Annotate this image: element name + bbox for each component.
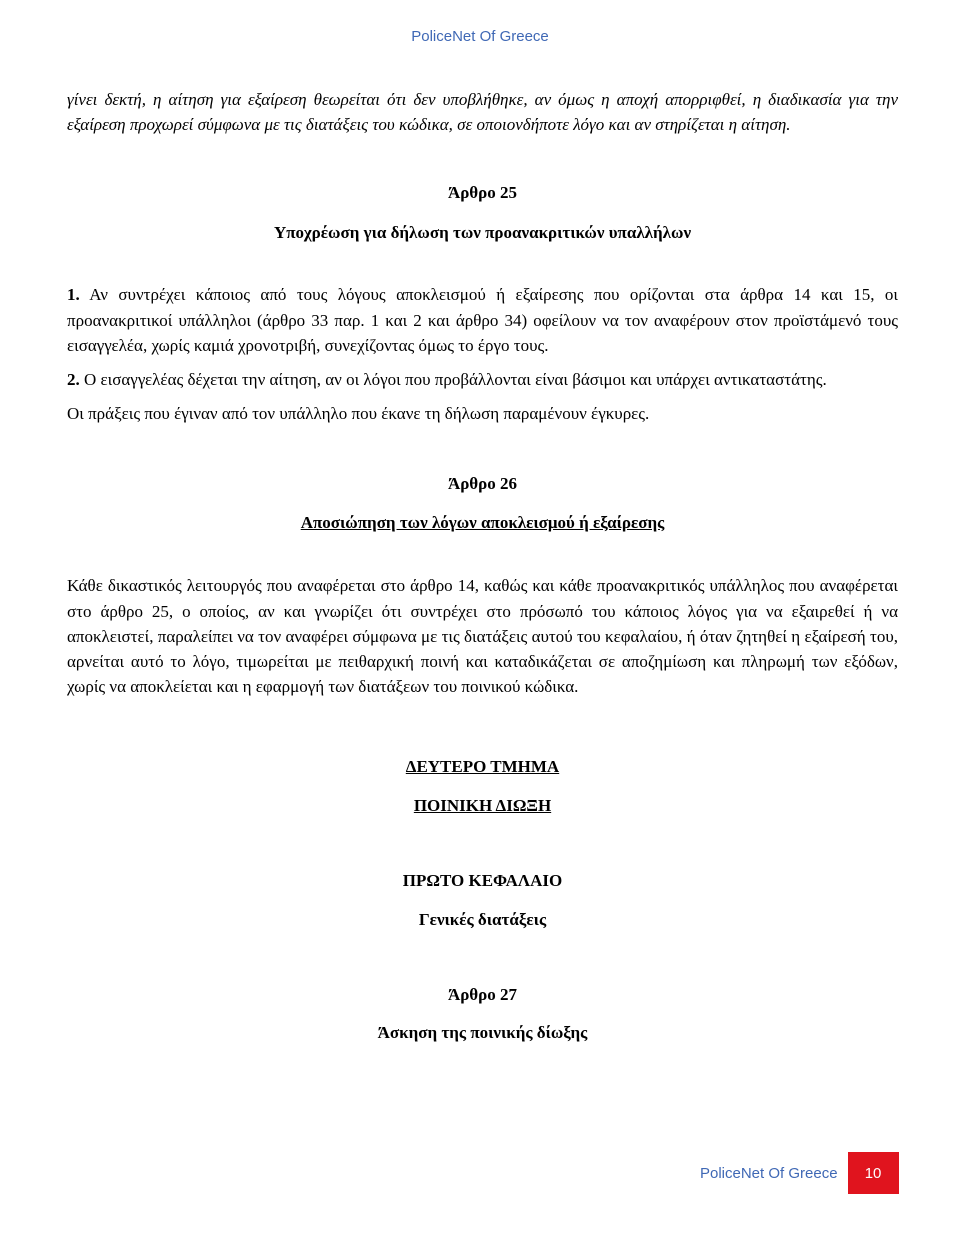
page-footer <box>700 1152 899 1194</box>
article-27-subheading: Άσκηση της ποινικής δίωξης <box>377 1023 588 1043</box>
paragraph-number: 1. <box>67 285 80 305</box>
article-26-paragraph: Κάθε δικαστικός λειτουργός που αναφέρεται στο άρθρο 14, καθώς και κάθε προανακριτικός υπάλληλος που αναφέρεται στο άρθρο 25, ο οποίος, αν και γνωρίζει ότι συντρέχει στο πρόσωπό του κάποιος λόγος για να εξαιρεθεί ή να αποκλειστεί, παραλείπει να τον αναφέρει σύμφωνα με τις διατάξεις αυτού του κεφαλαίου, ή όταν ζητηθεί η εξαίρεσή του, αρνείται αυτό το λόγο, τιμωρείται με πειθαρχική ποινή και καταδικάζεται σε αποζημίωση και πληρωμή των εξόδων, χωρίς να αποκλείεται και η εφαρμογή των διατάξεων του ποινικού κώδικα. <box>67 576 898 697</box>
article-27-heading: Άρθρο 27 <box>447 985 518 1005</box>
intro-paragraph: γίνει δεκτή, η αίτηση για εξαίρεση θεωρείται ότι δεν υποβλήθηκε, αν όμως η αποχή απορριφθεί, η διαδικασία για την εξαίρεση προχωρεί σύμφωνα με τις διατάξεις του κώδικα, σε οποιονδήποτε λόγο και αν στηρίζεται η αίτηση. <box>67 90 898 135</box>
page-number-badge <box>848 1152 899 1194</box>
paragraph-number: 2. <box>67 370 80 390</box>
article-25-paragraph-2 <box>67 367 898 392</box>
chapter-subtitle: Γενικές διατάξεις <box>418 910 547 930</box>
section-title: ΔΕΥΤΕΡΟ ΤΜΗΜΑ <box>405 757 560 777</box>
article-25-heading: Άρθρο 25 <box>447 183 518 203</box>
page-number: 10 <box>864 1164 882 1182</box>
document-body <box>67 87 898 1045</box>
article-25-paragraph-3: Οι πράξεις που έγιναν από τον υπάλληλο που έκανε τη δήλωση παραμένουν έγκυρες. <box>67 404 650 424</box>
article-26-heading: Άρθρο 26 <box>447 474 518 494</box>
chapter-title: ΠΡΩΤΟ ΚΕΦΑΛΑΙΟ <box>402 871 563 891</box>
page-header: PoliceNet Of Greece <box>411 28 549 45</box>
article-25-subheading: Υποχρέωση για δήλωση των προανακριτικών υπαλλήλων <box>273 223 692 243</box>
article-25-paragraph-1 <box>67 282 898 358</box>
paragraph-text: Αν συντρέχει κάποιος από τους λόγους αποκλεισμού ή εξαίρεσης που ορίζονται στα άρθρα 14 και 15, οι προανακριτικοί υπάλληλοι (άρθρο 33 παρ. 1 και 2 και άρθρο 34) οφείλουν να τον αναφέρουν στον προϊστάμενό τους εισαγγελέα, χωρίς καμιά χρονοτριβή, συνεχίζοντας όμως το έργο τους. <box>67 285 898 355</box>
paragraph-text: Ο εισαγγελέας δέχεται την αίτηση, αν οι λόγοι που προβάλλονται είναι βάσιμοι και υπάρχει αντικαταστάτης. <box>79 370 827 390</box>
footer-site-name: PoliceNet Of Greece <box>700 1164 838 1182</box>
article-26-subheading: Αποσιώπηση των λόγων αποκλεισμού ή εξαίρεσης <box>300 513 665 533</box>
section-subtitle: ΠΟΙΝΙΚΗ ΔΙΩΞΗ <box>413 796 552 816</box>
